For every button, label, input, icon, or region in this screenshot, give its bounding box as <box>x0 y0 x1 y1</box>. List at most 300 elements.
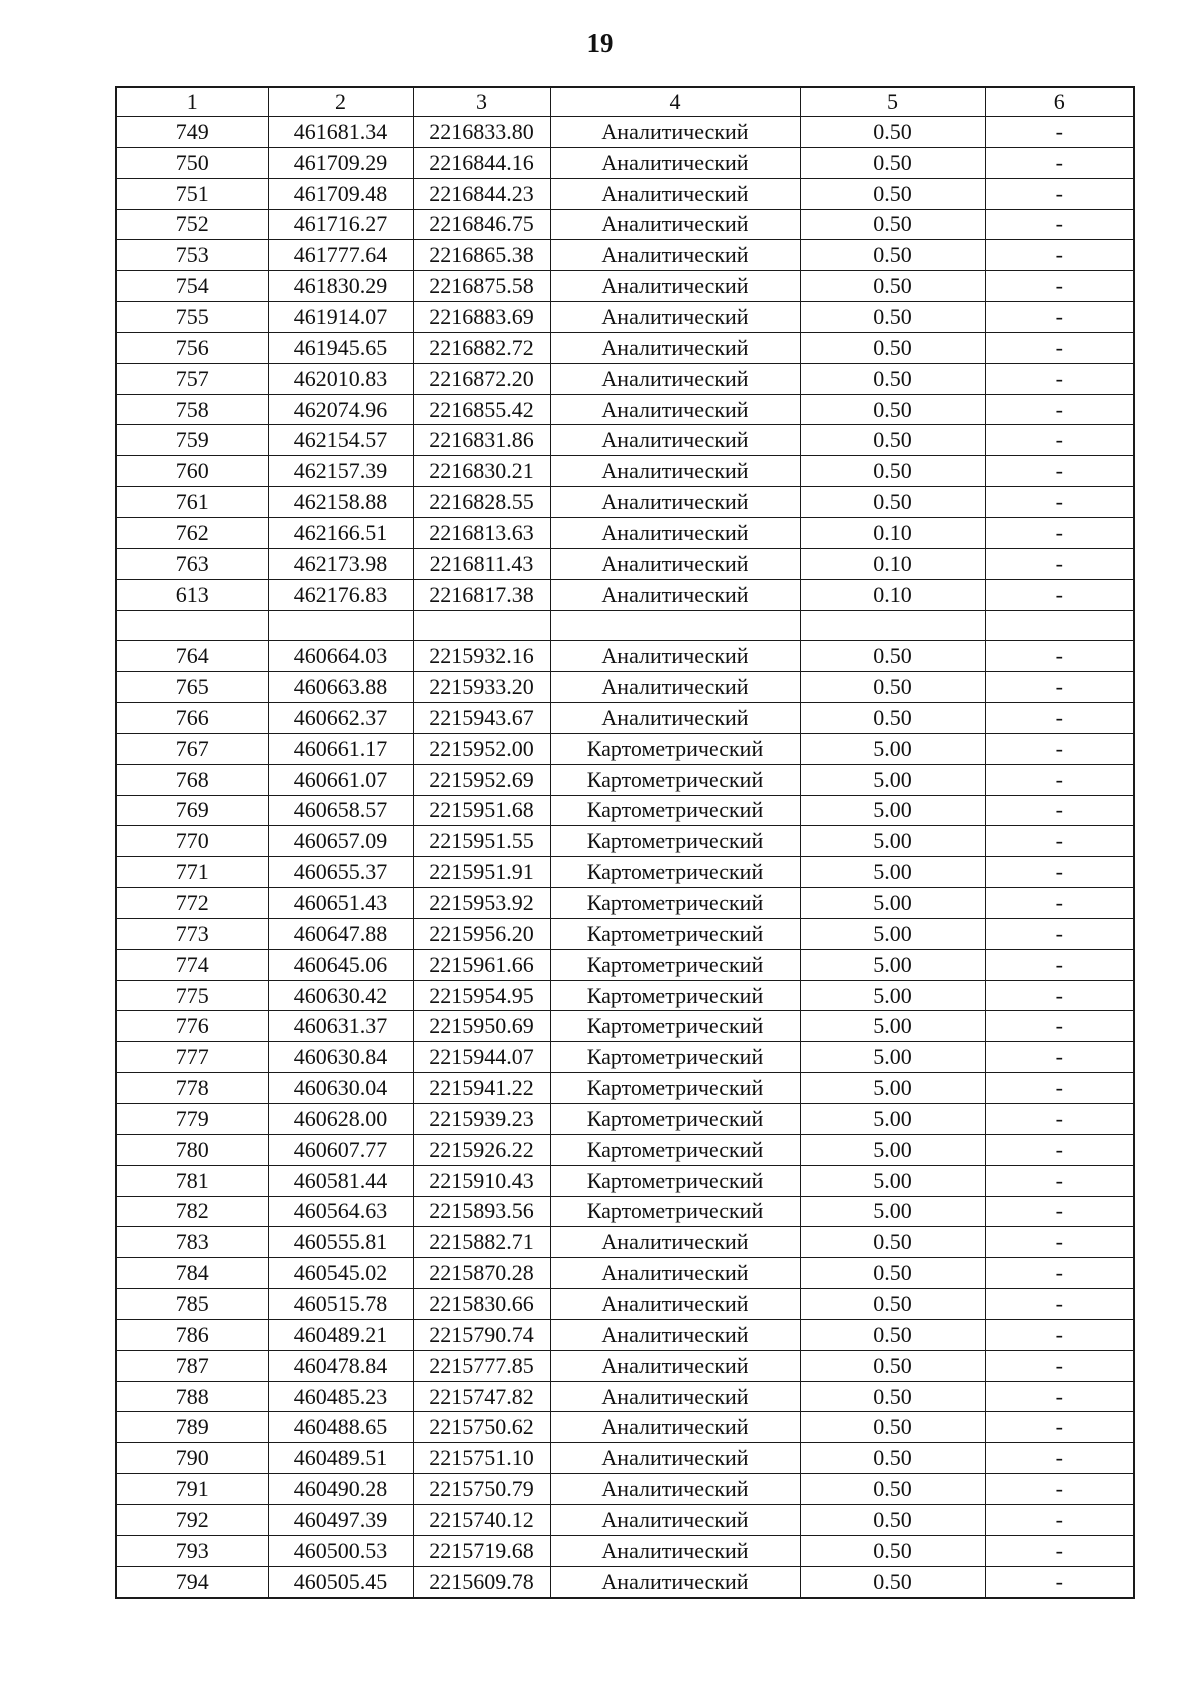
point-number-cell: 755 <box>116 302 268 333</box>
method-cell: Аналитический <box>550 1566 800 1597</box>
point-number-cell: 754 <box>116 271 268 302</box>
accuracy-cell: 0.50 <box>800 147 985 178</box>
accuracy-cell: 5.00 <box>800 1104 985 1135</box>
accuracy-cell: 0.50 <box>800 1319 985 1350</box>
table-row <box>116 209 1134 240</box>
point-number-cell: 753 <box>116 240 268 271</box>
accuracy-cell: 0.10 <box>800 517 985 548</box>
accuracy-cell: 5.00 <box>800 1165 985 1196</box>
table-row <box>116 1073 1134 1104</box>
point-number-cell: 752 <box>116 209 268 240</box>
point-number-cell: 762 <box>116 517 268 548</box>
point-number-cell: 767 <box>116 733 268 764</box>
y-coordinate-cell: 2215609.78 <box>413 1566 550 1597</box>
accuracy-cell: 0.50 <box>800 178 985 209</box>
x-coordinate-cell: 461681.34 <box>268 117 413 148</box>
method-cell: Аналитический <box>550 425 800 456</box>
x-coordinate-cell: 462166.51 <box>268 517 413 548</box>
y-coordinate-cell: 2215943.67 <box>413 703 550 734</box>
y-coordinate-cell: 2215751.10 <box>413 1443 550 1474</box>
table-row <box>116 1165 1134 1196</box>
accuracy-cell: 0.50 <box>800 1474 985 1505</box>
method-cell: Аналитический <box>550 178 800 209</box>
note-cell: - <box>985 209 1134 240</box>
x-coordinate-cell: 460488.65 <box>268 1412 413 1443</box>
x-coordinate-cell: 460658.57 <box>268 795 413 826</box>
accuracy-cell: 0.50 <box>800 240 985 271</box>
table-row <box>116 1350 1134 1381</box>
method-cell: Аналитический <box>550 1535 800 1566</box>
table-row <box>116 363 1134 394</box>
method-cell: Аналитический <box>550 672 800 703</box>
point-number-cell: 763 <box>116 548 268 579</box>
y-coordinate-cell: 2216883.69 <box>413 302 550 333</box>
table-row <box>116 548 1134 579</box>
x-coordinate-cell: 461914.07 <box>268 302 413 333</box>
note-cell: - <box>985 548 1134 579</box>
method-cell: Аналитический <box>550 209 800 240</box>
note-cell <box>985 610 1134 641</box>
table-row <box>116 579 1134 610</box>
method-cell: Аналитический <box>550 1319 800 1350</box>
note-cell: - <box>985 1258 1134 1289</box>
accuracy-cell: 5.00 <box>800 826 985 857</box>
point-number-cell: 766 <box>116 703 268 734</box>
y-coordinate-cell: 2216811.43 <box>413 548 550 579</box>
method-cell: Аналитический <box>550 1381 800 1412</box>
y-coordinate-cell: 2216846.75 <box>413 209 550 240</box>
y-coordinate-cell: 2216844.23 <box>413 178 550 209</box>
table-row <box>116 394 1134 425</box>
table-row <box>116 147 1134 178</box>
point-number-cell: 756 <box>116 332 268 363</box>
accuracy-cell: 0.50 <box>800 209 985 240</box>
accuracy-cell: 0.10 <box>800 548 985 579</box>
x-coordinate-cell: 461945.65 <box>268 332 413 363</box>
table-row <box>116 949 1134 980</box>
x-coordinate-cell: 460545.02 <box>268 1258 413 1289</box>
x-coordinate-cell: 461709.29 <box>268 147 413 178</box>
column-header: 3 <box>413 87 550 117</box>
point-number-cell: 779 <box>116 1104 268 1135</box>
method-cell: Аналитический <box>550 302 800 333</box>
accuracy-cell: 5.00 <box>800 733 985 764</box>
method-cell: Аналитический <box>550 1227 800 1258</box>
method-cell: Аналитический <box>550 1289 800 1320</box>
x-coordinate-cell: 460505.45 <box>268 1566 413 1597</box>
table-row <box>116 1535 1134 1566</box>
method-cell: Аналитический <box>550 240 800 271</box>
method-cell: Аналитический <box>550 1412 800 1443</box>
x-coordinate-cell: 460485.23 <box>268 1381 413 1412</box>
x-coordinate-cell: 460657.09 <box>268 826 413 857</box>
method-cell: Аналитический <box>550 487 800 518</box>
point-number-cell: 759 <box>116 425 268 456</box>
accuracy-cell: 0.50 <box>800 703 985 734</box>
y-coordinate-cell: 2215939.23 <box>413 1104 550 1135</box>
accuracy-cell: 0.50 <box>800 394 985 425</box>
point-number-cell: 750 <box>116 147 268 178</box>
point-number-cell: 768 <box>116 764 268 795</box>
x-coordinate-cell: 460630.04 <box>268 1073 413 1104</box>
accuracy-cell <box>800 610 985 641</box>
table-row <box>116 826 1134 857</box>
method-cell: Аналитический <box>550 1474 800 1505</box>
point-number-cell: 789 <box>116 1412 268 1443</box>
y-coordinate-cell: 2215952.00 <box>413 733 550 764</box>
table-row <box>116 641 1134 672</box>
accuracy-cell: 0.50 <box>800 1227 985 1258</box>
table-row <box>116 1504 1134 1535</box>
method-cell: Аналитический <box>550 517 800 548</box>
table-row <box>116 703 1134 734</box>
method-cell: Картометрический <box>550 1134 800 1165</box>
note-cell: - <box>985 332 1134 363</box>
table-row <box>116 1227 1134 1258</box>
y-coordinate-cell: 2216865.38 <box>413 240 550 271</box>
method-cell: Картометрический <box>550 888 800 919</box>
point-number-cell: 780 <box>116 1134 268 1165</box>
y-coordinate-cell: 2215740.12 <box>413 1504 550 1535</box>
method-cell: Аналитический <box>550 117 800 148</box>
accuracy-cell: 0.50 <box>800 271 985 302</box>
y-coordinate-cell: 2216813.63 <box>413 517 550 548</box>
y-coordinate-cell: 2216882.72 <box>413 332 550 363</box>
point-number-cell: 769 <box>116 795 268 826</box>
x-coordinate-cell: 460630.42 <box>268 980 413 1011</box>
method-cell: Аналитический <box>550 579 800 610</box>
y-coordinate-cell: 2215790.74 <box>413 1319 550 1350</box>
x-coordinate-cell: 460564.63 <box>268 1196 413 1227</box>
point-number-cell: 772 <box>116 888 268 919</box>
y-coordinate-cell: 2216828.55 <box>413 487 550 518</box>
accuracy-cell: 0.50 <box>800 1504 985 1535</box>
accuracy-cell: 0.50 <box>800 1289 985 1320</box>
column-header: 6 <box>985 87 1134 117</box>
accuracy-cell: 0.50 <box>800 1443 985 1474</box>
x-coordinate-cell: 461830.29 <box>268 271 413 302</box>
table-row <box>116 888 1134 919</box>
point-number-cell: 757 <box>116 363 268 394</box>
y-coordinate-cell: 2216855.42 <box>413 394 550 425</box>
x-coordinate-cell: 460515.78 <box>268 1289 413 1320</box>
accuracy-cell: 5.00 <box>800 918 985 949</box>
x-coordinate-cell: 460607.77 <box>268 1134 413 1165</box>
y-coordinate-cell: 2216872.20 <box>413 363 550 394</box>
x-coordinate-cell: 462074.96 <box>268 394 413 425</box>
method-cell: Аналитический <box>550 1443 800 1474</box>
accuracy-cell: 0.50 <box>800 363 985 394</box>
point-number-cell: 781 <box>116 1165 268 1196</box>
method-cell: Картометрический <box>550 1073 800 1104</box>
method-cell: Картометрический <box>550 857 800 888</box>
point-number-cell: 773 <box>116 918 268 949</box>
accuracy-cell: 5.00 <box>800 1134 985 1165</box>
x-coordinate-cell: 460500.53 <box>268 1535 413 1566</box>
point-number-cell: 771 <box>116 857 268 888</box>
table-row <box>116 980 1134 1011</box>
point-number-cell: 787 <box>116 1350 268 1381</box>
table-row <box>116 425 1134 456</box>
y-coordinate-cell: 2215951.68 <box>413 795 550 826</box>
point-number-cell: 790 <box>116 1443 268 1474</box>
table-row <box>116 918 1134 949</box>
accuracy-cell: 0.50 <box>800 1258 985 1289</box>
accuracy-cell: 0.50 <box>800 456 985 487</box>
y-coordinate-cell: 2215951.91 <box>413 857 550 888</box>
x-coordinate-cell: 462173.98 <box>268 548 413 579</box>
accuracy-cell: 5.00 <box>800 949 985 980</box>
y-coordinate-cell: 2215870.28 <box>413 1258 550 1289</box>
y-coordinate-cell: 2215882.71 <box>413 1227 550 1258</box>
table-row <box>116 332 1134 363</box>
x-coordinate-cell: 460490.28 <box>268 1474 413 1505</box>
x-coordinate-cell <box>268 610 413 641</box>
x-coordinate-cell: 460630.84 <box>268 1042 413 1073</box>
point-number-cell: 791 <box>116 1474 268 1505</box>
x-coordinate-cell: 460489.21 <box>268 1319 413 1350</box>
y-coordinate-cell: 2215950.69 <box>413 1011 550 1042</box>
accuracy-cell: 0.50 <box>800 672 985 703</box>
note-cell: - <box>985 1011 1134 1042</box>
method-cell <box>550 610 800 641</box>
accuracy-cell: 5.00 <box>800 795 985 826</box>
table-row <box>116 1289 1134 1320</box>
point-number-cell: 794 <box>116 1566 268 1597</box>
note-cell: - <box>985 271 1134 302</box>
note-cell: - <box>985 487 1134 518</box>
x-coordinate-cell: 460661.07 <box>268 764 413 795</box>
note-cell: - <box>985 949 1134 980</box>
coordinates-table <box>115 86 1135 1599</box>
table-row <box>116 610 1134 641</box>
x-coordinate-cell: 460478.84 <box>268 1350 413 1381</box>
accuracy-cell: 0.50 <box>800 425 985 456</box>
column-header: 1 <box>116 87 268 117</box>
note-cell: - <box>985 1350 1134 1381</box>
method-cell: Картометрический <box>550 1165 800 1196</box>
point-number-cell: 761 <box>116 487 268 518</box>
table-row <box>116 1412 1134 1443</box>
table-row <box>116 1196 1134 1227</box>
accuracy-cell: 0.50 <box>800 641 985 672</box>
accuracy-cell: 0.50 <box>800 1381 985 1412</box>
accuracy-cell: 0.50 <box>800 332 985 363</box>
method-cell: Картометрический <box>550 949 800 980</box>
table-row <box>116 517 1134 548</box>
y-coordinate-cell: 2216830.21 <box>413 456 550 487</box>
table-row <box>116 733 1134 764</box>
y-coordinate-cell: 2215830.66 <box>413 1289 550 1320</box>
accuracy-cell: 5.00 <box>800 980 985 1011</box>
x-coordinate-cell: 461777.64 <box>268 240 413 271</box>
note-cell: - <box>985 703 1134 734</box>
table-row <box>116 857 1134 888</box>
accuracy-cell: 0.50 <box>800 302 985 333</box>
table-row <box>116 240 1134 271</box>
x-coordinate-cell: 460497.39 <box>268 1504 413 1535</box>
accuracy-cell: 0.50 <box>800 1412 985 1443</box>
x-coordinate-cell: 460647.88 <box>268 918 413 949</box>
x-coordinate-cell: 462176.83 <box>268 579 413 610</box>
accuracy-cell: 0.50 <box>800 117 985 148</box>
note-cell: - <box>985 795 1134 826</box>
note-cell: - <box>985 579 1134 610</box>
y-coordinate-cell: 2215910.43 <box>413 1165 550 1196</box>
method-cell: Картометрический <box>550 918 800 949</box>
table-row <box>116 1566 1134 1597</box>
point-number-cell: 782 <box>116 1196 268 1227</box>
x-coordinate-cell: 462158.88 <box>268 487 413 518</box>
table-body <box>116 87 1134 1598</box>
point-number-cell: 777 <box>116 1042 268 1073</box>
table-row <box>116 1319 1134 1350</box>
y-coordinate-cell: 2215719.68 <box>413 1535 550 1566</box>
note-cell: - <box>985 517 1134 548</box>
x-coordinate-cell: 460631.37 <box>268 1011 413 1042</box>
y-coordinate-cell: 2216817.38 <box>413 579 550 610</box>
y-coordinate-cell <box>413 610 550 641</box>
note-cell: - <box>985 764 1134 795</box>
x-coordinate-cell: 460664.03 <box>268 641 413 672</box>
note-cell: - <box>985 888 1134 919</box>
table-row <box>116 271 1134 302</box>
note-cell: - <box>985 1566 1134 1597</box>
note-cell: - <box>985 1474 1134 1505</box>
note-cell: - <box>985 363 1134 394</box>
method-cell: Аналитический <box>550 271 800 302</box>
x-coordinate-cell: 460581.44 <box>268 1165 413 1196</box>
method-cell: Аналитический <box>550 1504 800 1535</box>
note-cell: - <box>985 1443 1134 1474</box>
note-cell: - <box>985 980 1134 1011</box>
accuracy-cell: 5.00 <box>800 857 985 888</box>
point-number-cell: 793 <box>116 1535 268 1566</box>
y-coordinate-cell: 2215777.85 <box>413 1350 550 1381</box>
method-cell: Картометрический <box>550 980 800 1011</box>
accuracy-cell: 5.00 <box>800 888 985 919</box>
y-coordinate-cell: 2215944.07 <box>413 1042 550 1073</box>
note-cell: - <box>985 1134 1134 1165</box>
note-cell: - <box>985 733 1134 764</box>
table-row <box>116 302 1134 333</box>
method-cell: Картометрический <box>550 795 800 826</box>
method-cell: Картометрический <box>550 1104 800 1135</box>
accuracy-cell: 5.00 <box>800 1011 985 1042</box>
x-coordinate-cell: 462157.39 <box>268 456 413 487</box>
x-coordinate-cell: 460628.00 <box>268 1104 413 1135</box>
method-cell: Аналитический <box>550 456 800 487</box>
y-coordinate-cell: 2216833.80 <box>413 117 550 148</box>
table-row <box>116 795 1134 826</box>
note-cell: - <box>985 178 1134 209</box>
note-cell: - <box>985 1319 1134 1350</box>
point-number-cell: 774 <box>116 949 268 980</box>
accuracy-cell: 0.10 <box>800 579 985 610</box>
note-cell: - <box>985 394 1134 425</box>
note-cell: - <box>985 1412 1134 1443</box>
method-cell: Аналитический <box>550 703 800 734</box>
method-cell: Аналитический <box>550 394 800 425</box>
method-cell: Аналитический <box>550 1350 800 1381</box>
method-cell: Аналитический <box>550 332 800 363</box>
method-cell: Аналитический <box>550 641 800 672</box>
y-coordinate-cell: 2215926.22 <box>413 1134 550 1165</box>
method-cell: Картометрический <box>550 1042 800 1073</box>
note-cell: - <box>985 1381 1134 1412</box>
column-header: 4 <box>550 87 800 117</box>
note-cell: - <box>985 302 1134 333</box>
point-number-cell: 785 <box>116 1289 268 1320</box>
method-cell: Аналитический <box>550 548 800 579</box>
note-cell: - <box>985 1073 1134 1104</box>
point-number-cell: 783 <box>116 1227 268 1258</box>
note-cell: - <box>985 857 1134 888</box>
y-coordinate-cell: 2215933.20 <box>413 672 550 703</box>
point-number-cell: 784 <box>116 1258 268 1289</box>
table-row <box>116 117 1134 148</box>
note-cell: - <box>985 147 1134 178</box>
y-coordinate-cell: 2215956.20 <box>413 918 550 949</box>
table-row <box>116 1381 1134 1412</box>
note-cell: - <box>985 1504 1134 1535</box>
accuracy-cell: 5.00 <box>800 764 985 795</box>
method-cell: Аналитический <box>550 147 800 178</box>
y-coordinate-cell: 2215952.69 <box>413 764 550 795</box>
table-row <box>116 764 1134 795</box>
note-cell: - <box>985 1227 1134 1258</box>
note-cell: - <box>985 1196 1134 1227</box>
point-number-cell: 792 <box>116 1504 268 1535</box>
y-coordinate-cell: 2216844.16 <box>413 147 550 178</box>
point-number-cell: 749 <box>116 117 268 148</box>
x-coordinate-cell: 460661.17 <box>268 733 413 764</box>
table-row <box>116 1011 1134 1042</box>
x-coordinate-cell: 461716.27 <box>268 209 413 240</box>
table-row <box>116 1258 1134 1289</box>
method-cell: Аналитический <box>550 1258 800 1289</box>
y-coordinate-cell: 2215747.82 <box>413 1381 550 1412</box>
y-coordinate-cell: 2215932.16 <box>413 641 550 672</box>
table-row <box>116 456 1134 487</box>
point-number-cell: 764 <box>116 641 268 672</box>
x-coordinate-cell: 460651.43 <box>268 888 413 919</box>
table-row <box>116 1443 1134 1474</box>
note-cell: - <box>985 1535 1134 1566</box>
method-cell: Картометрический <box>550 1011 800 1042</box>
note-cell: - <box>985 1165 1134 1196</box>
table-row <box>116 1042 1134 1073</box>
x-coordinate-cell: 460555.81 <box>268 1227 413 1258</box>
y-coordinate-cell: 2215893.56 <box>413 1196 550 1227</box>
method-cell: Картометрический <box>550 1196 800 1227</box>
column-header: 5 <box>800 87 985 117</box>
note-cell: - <box>985 425 1134 456</box>
method-cell: Картометрический <box>550 764 800 795</box>
point-number-cell: 758 <box>116 394 268 425</box>
note-cell: - <box>985 918 1134 949</box>
accuracy-cell: 0.50 <box>800 1535 985 1566</box>
note-cell: - <box>985 641 1134 672</box>
x-coordinate-cell: 460645.06 <box>268 949 413 980</box>
point-number-cell: 788 <box>116 1381 268 1412</box>
y-coordinate-cell: 2216831.86 <box>413 425 550 456</box>
point-number-cell: 775 <box>116 980 268 1011</box>
note-cell: - <box>985 672 1134 703</box>
x-coordinate-cell: 460663.88 <box>268 672 413 703</box>
y-coordinate-cell: 2215954.95 <box>413 980 550 1011</box>
y-coordinate-cell: 2215953.92 <box>413 888 550 919</box>
